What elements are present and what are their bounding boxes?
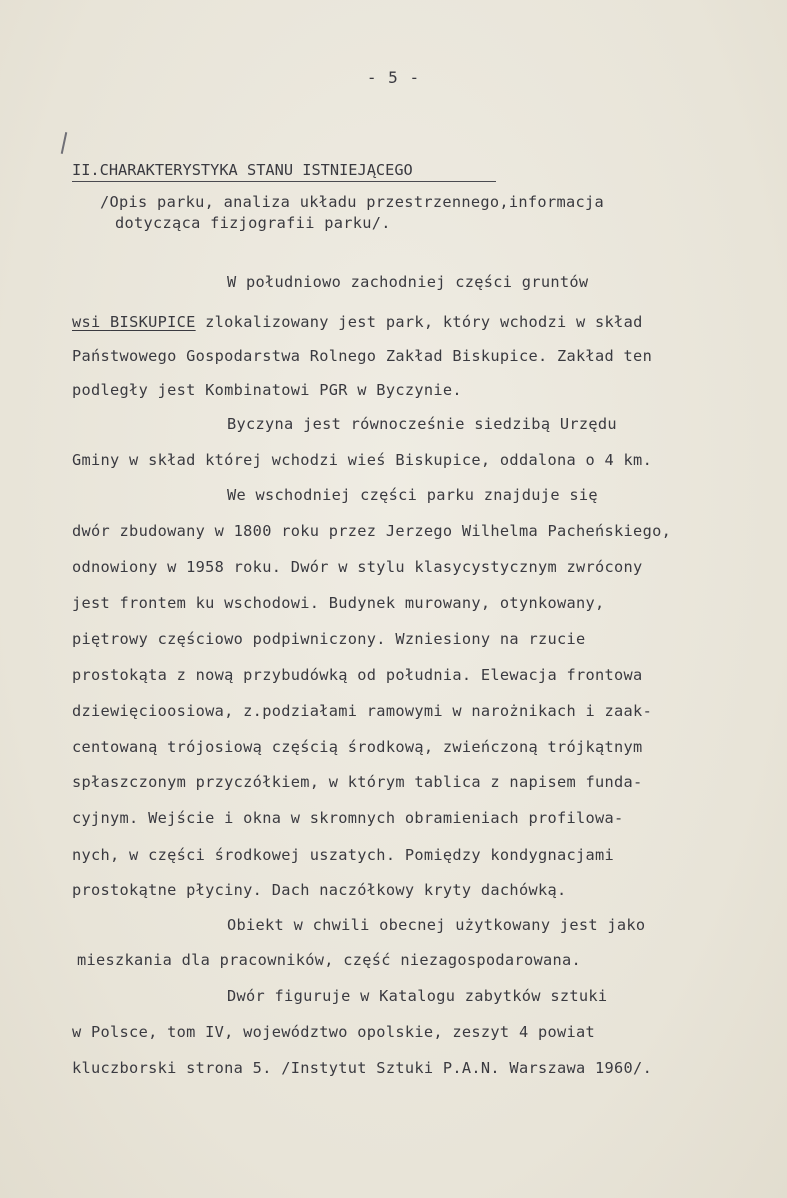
body-line-23: kluczborski strona 5. /Instytut Sztuki P.A.N. Warszawa 1960/.	[72, 1059, 653, 1077]
body-line-11: piętrowy częściowo podpiwniczony. Wzniesiony na rzucie	[72, 630, 586, 648]
body-line-4: podległy jest Kombinatowi PGR w Byczynie.	[72, 381, 462, 399]
body-line-13: dziewięcioosiowa, z.podziałami ramowymi w narożnikach i zaak-	[72, 702, 653, 720]
body-line-19: Obiekt w chwili obecnej użytkowany jest jako	[227, 916, 646, 934]
body-line-2-prefix: wsi	[72, 313, 111, 331]
body-line-10: jest frontem ku wschodowi. Budynek murowany, otynkowany,	[72, 594, 605, 612]
body-line-6: Gminy w skład której wchodzi wieś Biskupice, oddalona o 4 km.	[72, 451, 653, 469]
body-line-20: mieszkania dla pracowników, część niezagospodarowana.	[77, 951, 582, 969]
subheading-line-2: dotycząca fizjografii parku/.	[115, 214, 391, 232]
body-line-18: prostokątne płyciny. Dach naczółkowy kryty dachówką.	[72, 881, 567, 899]
body-line-3: Państwowego Gospodarstwa Rolnego Zakład Biskupice. Zakład ten	[72, 347, 653, 365]
page-number: - 5 -	[366, 68, 421, 87]
body-line-2-rest: zlokalizowany jest park, który wchodzi w skład	[195, 313, 643, 331]
body-line-8: dwór zbudowany w 1800 roku przez Jerzego Wilhelma Pacheńskiego,	[72, 522, 672, 540]
body-line-2	[72, 312, 643, 332]
place-name-biskupice: BISKUPICE	[110, 313, 196, 331]
body-line-7: We wschodniej części parku znajduje się	[227, 486, 598, 504]
body-line-22: w Polsce, tom IV, województwo opolskie, zeszyt 4 powiat	[72, 1023, 596, 1041]
body-line-5: Byczyna jest równocześnie siedzibą Urzędu	[227, 415, 617, 433]
body-line-1: W południowo zachodniej części gruntów	[227, 273, 589, 291]
body-line-17: nych, w części środkowej uszatych. Pomiędzy kondygnacjami	[72, 846, 615, 864]
body-line-12: prostokąta z nową przybudówką od południa. Elewacja frontowa	[72, 666, 643, 684]
body-line-21: Dwór figuruje w Katalogu zabytków sztuki	[227, 987, 608, 1005]
body-line-15: spłaszczonym przyczółkiem, w którym tablica z napisem funda-	[72, 773, 643, 791]
body-line-9: odnowiony w 1958 roku. Dwór w stylu klasycystycznym zwrócony	[72, 558, 643, 576]
margin-pencil-mark	[61, 132, 68, 154]
section-heading: II.CHARAKTERYSTYKA STANU ISTNIEJĄCEGO	[72, 160, 496, 182]
subheading-line-1: /Opis parku, analiza układu przestrzennego,informacja	[100, 193, 605, 211]
body-line-14: centowaną trójosiową częścią środkową, zwieńczoną trójkątnym	[72, 738, 643, 756]
body-line-16: cyjnym. Wejście i okna w skromnych obramieniach profilowa-	[72, 809, 624, 827]
